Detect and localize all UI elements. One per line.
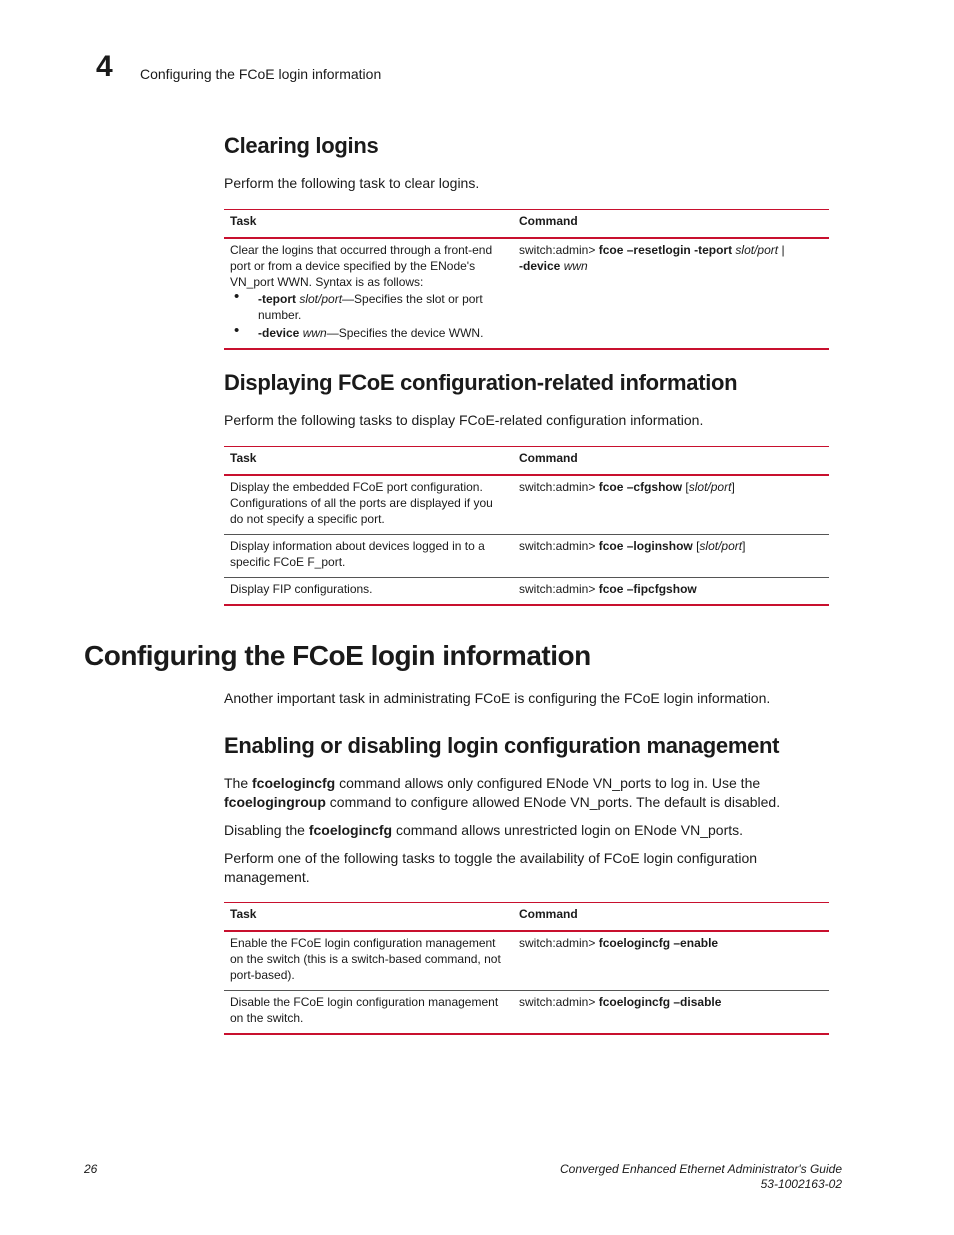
enabling-paragraph-3: Perform one of the following tasks to toggle the availability of FCoE login configuration management. xyxy=(224,850,758,885)
text: command to configure allowed ENode VN_ports. The default is disabled. xyxy=(325,794,781,810)
cmd-bracket: [ xyxy=(682,480,689,494)
page-number: 26 xyxy=(84,1162,98,1176)
device-flag: -device xyxy=(258,326,300,340)
task-text: Clear the logins that occurred through a front-end port or from a device specified by the ENode's VN_port WWN. Syntax is as follows: xyxy=(230,243,493,289)
enabling-paragraph-1 xyxy=(224,774,824,812)
configuring-intro: Another important task in administrating FCoE is configuring the FCoE login information. xyxy=(224,690,771,706)
cmd-arg: slot/port xyxy=(699,539,743,553)
chapter-number: 4 xyxy=(96,50,113,83)
enabling-table xyxy=(224,902,829,1035)
task-cell: Display FIP configurations. xyxy=(224,578,513,606)
table-row xyxy=(224,238,829,349)
enabling-paragraph-2 xyxy=(224,821,824,840)
table-row xyxy=(224,991,829,1035)
cmd-prompt: switch:admin> xyxy=(519,480,596,494)
cmd-prompt: switch:admin> xyxy=(519,243,596,257)
table-header-row xyxy=(224,210,829,239)
text: command allows unrestricted login on ENode VN_ports. xyxy=(392,822,744,838)
cmd-sep: | xyxy=(778,243,785,257)
cmd-prompt: switch:admin> xyxy=(519,936,596,950)
device-arg: wwn xyxy=(302,326,327,340)
cmd-arg: slot/port xyxy=(688,480,732,494)
cmd-name: fcoelogincfg –enable xyxy=(598,936,719,950)
cmd-fcoelogingroup: fcoelogingroup xyxy=(224,794,326,810)
syntax-list xyxy=(230,291,507,341)
cmd-name: fcoe –resetlogin -teport xyxy=(598,243,733,257)
cmd-prompt: switch:admin> xyxy=(519,582,596,596)
command-cell xyxy=(513,991,829,1035)
list-item xyxy=(258,325,507,341)
heading-configuring-fcoe-login: Configuring the FCoE login information xyxy=(84,640,591,671)
list-item xyxy=(258,291,507,323)
cmd-bracket: ] xyxy=(742,539,746,553)
cmd-prompt: switch:admin> xyxy=(519,995,596,1009)
heading-displaying-fcoe: Displaying FCoE configuration-related information xyxy=(224,370,738,395)
command-cell xyxy=(513,931,829,991)
teport-desc: —Specifies the slot or port number. xyxy=(258,292,483,322)
book-title: Converged Enhanced Ethernet Administrator's Guide xyxy=(559,1162,842,1176)
cmd-bracket: ] xyxy=(731,480,735,494)
task-cell: Display information about devices logged in to a specific FCoE F_port. xyxy=(224,535,513,578)
chapter-title: Configuring the FCoE login information xyxy=(140,66,382,82)
table-header-row xyxy=(224,447,829,476)
device-desc: —Specifies the device WWN. xyxy=(326,326,484,340)
col-task: Task xyxy=(224,903,513,932)
table-row xyxy=(224,931,829,991)
command-cell xyxy=(513,475,829,535)
heading-enabling-disabling: Enabling or disabling login configuration management xyxy=(224,733,780,758)
cmd-name: fcoe –cfgshow xyxy=(598,480,683,494)
displaying-table xyxy=(224,446,829,606)
text: Disabling the xyxy=(224,822,309,838)
col-task: Task xyxy=(224,447,513,476)
clearing-intro: Perform the following task to clear logins. xyxy=(224,175,480,191)
cmd-flag: -device xyxy=(519,259,561,273)
task-cell: Disable the FCoE login configuration management on the switch. xyxy=(224,991,513,1035)
task-cell: Enable the FCoE login configuration management on the switch (this is a switch-based command, not port-based). xyxy=(224,931,513,991)
footer-book-info xyxy=(560,1162,842,1192)
cmd-bracket: [ xyxy=(692,539,700,553)
text: The xyxy=(224,775,253,791)
cmd-arg: slot/port xyxy=(735,243,779,257)
command-cell xyxy=(513,578,829,606)
text: command allows only configured ENode VN_ports to log in. Use the xyxy=(335,775,761,791)
task-cell: Display the embedded FCoE port configuration. Configurations of all the ports are displayed if you do not specify a specific port. xyxy=(224,475,513,535)
cmd-arg: wwn xyxy=(563,259,588,273)
teport-arg: slot/port xyxy=(299,292,343,306)
cmd-prompt: switch:admin> xyxy=(519,539,596,553)
table-header-row xyxy=(224,903,829,932)
command-cell xyxy=(513,535,829,578)
table-row xyxy=(224,535,829,578)
cmd-fcoelogincfg: fcoelogincfg xyxy=(308,822,393,838)
displaying-intro: Perform the following tasks to display FCoE-related configuration information. xyxy=(224,412,704,428)
col-command: Command xyxy=(513,210,829,239)
col-command: Command xyxy=(513,447,829,476)
col-command: Command xyxy=(513,903,829,932)
task-cell xyxy=(224,238,513,349)
table-row xyxy=(224,578,829,606)
command-cell xyxy=(513,238,829,349)
heading-clearing-logins: Clearing logins xyxy=(224,133,379,158)
cmd-name: fcoe –fipcfgshow xyxy=(598,582,697,596)
cmd-name: fcoelogincfg –disable xyxy=(598,995,722,1009)
clearing-table xyxy=(224,209,829,350)
table-row xyxy=(224,475,829,535)
cmd-fcoelogincfg: fcoelogincfg xyxy=(252,775,336,791)
col-task: Task xyxy=(224,210,513,239)
teport-flag: -teport xyxy=(258,292,296,306)
cmd-name: fcoe –loginshow xyxy=(598,539,693,553)
doc-number: 53-1002163-02 xyxy=(760,1177,842,1191)
